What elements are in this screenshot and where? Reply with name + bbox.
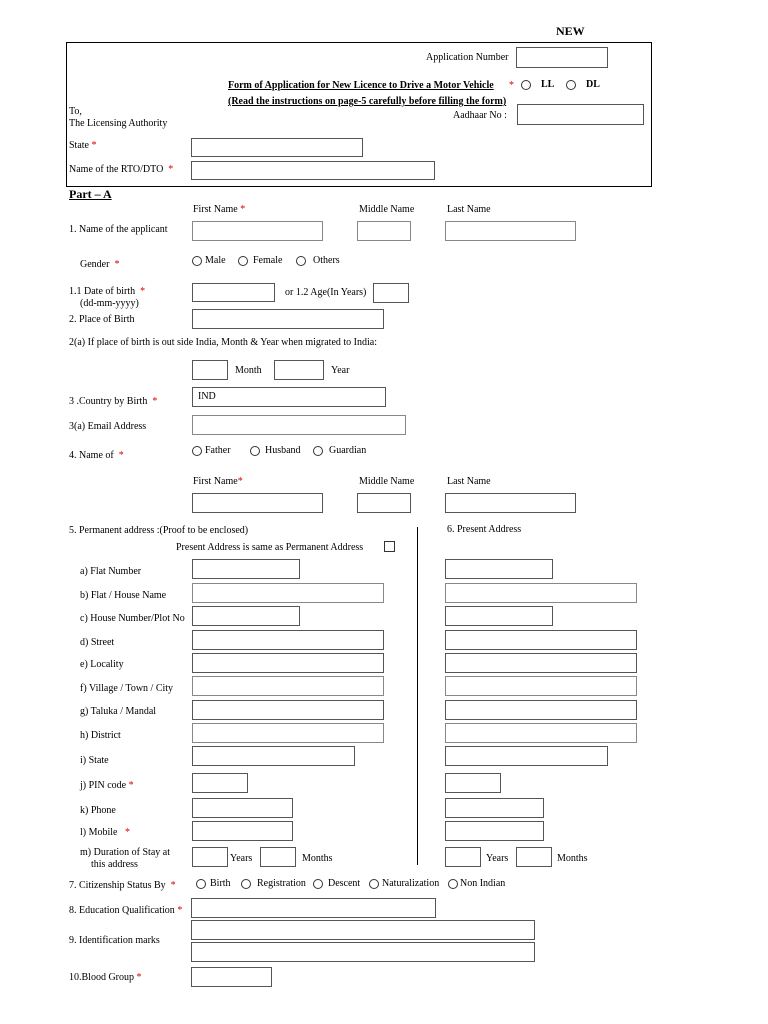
relation-father-label: Father (205, 445, 231, 456)
citizenship-descent-label: Descent (328, 878, 361, 889)
first-name-header (193, 204, 245, 215)
pres-phone-field[interactable] (445, 798, 544, 818)
perm-house-name-field[interactable] (192, 583, 384, 603)
perm-phone-field[interactable] (192, 798, 293, 818)
dob-field[interactable] (192, 283, 275, 302)
state-field[interactable] (191, 138, 363, 157)
address-divider (417, 527, 418, 865)
blood-group-required: * (136, 972, 142, 983)
perm-mobile-field[interactable] (192, 821, 293, 841)
middle-name-header: Middle Name (359, 204, 415, 215)
pres-street-field[interactable] (445, 630, 637, 650)
flat-number-label: a) Flat Number (80, 566, 142, 577)
citizenship-non-indian-radio[interactable] (448, 879, 458, 889)
age-label: or 1.2 Age(In Years) (285, 287, 367, 298)
part-a-title: Part – A (69, 187, 112, 201)
perm-taluka-field[interactable] (192, 700, 384, 720)
month-label: Month (235, 365, 262, 376)
perm-years-label: Years (230, 853, 253, 864)
ll-radio[interactable] (521, 80, 531, 90)
identification-label: 9. Identification marks (69, 935, 160, 946)
dob-label (69, 286, 145, 297)
blood-group-label (69, 972, 142, 983)
instructions-text: (Read the instructions on page-5 carefully before filling the form) (228, 96, 507, 107)
citizenship-naturalization-radio[interactable] (369, 879, 379, 889)
country-birth-required: * (152, 396, 158, 407)
dob-format-label: (dd-mm-yyyy) (80, 298, 139, 309)
same-address-checkbox[interactable] (384, 541, 395, 552)
identification-field-1[interactable] (191, 920, 535, 940)
citizenship-registration-label: Registration (257, 878, 306, 889)
ll-required: * (509, 80, 514, 91)
citizenship-naturalization-label: Naturalization (382, 878, 440, 889)
gender-male-label: Male (205, 255, 226, 266)
perm-district-field[interactable] (192, 723, 384, 743)
application-number-field[interactable] (516, 47, 608, 68)
pres-house-number-field[interactable] (445, 606, 553, 626)
country-birth-label-text: 3 .Country by Birth (69, 396, 148, 407)
licensing-authority-label: The Licensing Authority (69, 118, 168, 129)
gender-required: * (114, 259, 120, 270)
rto-field[interactable] (191, 161, 435, 180)
pres-months-field[interactable] (516, 847, 552, 867)
relation-father-radio[interactable] (192, 446, 202, 456)
village-label: f) Village / Town / City (80, 683, 174, 694)
pres-locality-field[interactable] (445, 653, 637, 673)
same-address-label: Present Address is same as Permanent Address (176, 542, 364, 553)
dob-label-text: 1.1 Date of birth (69, 286, 136, 297)
relation-husband-radio[interactable] (250, 446, 260, 456)
gender-others-radio[interactable] (296, 256, 306, 266)
relation-first-name-header-text: First Name (193, 476, 238, 487)
state-label (69, 140, 97, 151)
gender-others-label: Others (313, 255, 340, 266)
email-label: 3(a) Email Address (69, 421, 147, 432)
education-label (69, 905, 182, 916)
relation-last-name-header: Last Name (447, 476, 491, 487)
citizenship-descent-radio[interactable] (313, 879, 323, 889)
pres-taluka-field[interactable] (445, 700, 637, 720)
citizenship-birth-label: Birth (210, 878, 231, 889)
perm-state-field[interactable] (192, 746, 355, 766)
house-number-label: c) House Number/Plot No (80, 613, 185, 624)
pres-mobile-field[interactable] (445, 821, 544, 841)
gender-male-radio[interactable] (192, 256, 202, 266)
state-required: * (91, 140, 97, 151)
pin-required: * (128, 780, 134, 791)
perm-pin-field[interactable] (192, 773, 248, 793)
application-number-label: Application Number (426, 52, 509, 63)
pres-years-label: Years (486, 853, 509, 864)
house-name-label: b) Flat / House Name (80, 590, 167, 601)
citizenship-label-text: 7. Citizenship Status By (69, 880, 166, 891)
perm-months-field[interactable] (260, 847, 296, 867)
relation-last-name-field[interactable] (445, 493, 576, 513)
district-label: h) District (80, 730, 121, 741)
mobile-label-text: l) Mobile (80, 827, 118, 838)
pres-months-label: Months (557, 853, 588, 864)
citizenship-label (69, 880, 176, 891)
pres-years-field[interactable] (445, 847, 481, 867)
education-required: * (177, 905, 183, 916)
perm-months-label: Months (302, 853, 333, 864)
relation-guardian-radio[interactable] (313, 446, 323, 456)
name-of-label (69, 450, 124, 461)
perm-street-field[interactable] (192, 630, 384, 650)
name-of-required: * (118, 450, 124, 461)
gender-label (80, 259, 119, 270)
citizenship-non-indian-label: Non Indian (460, 878, 506, 889)
migration-year-field[interactable] (274, 360, 324, 380)
street-label: d) Street (80, 637, 115, 648)
pres-house-name-field[interactable] (445, 583, 637, 603)
aadhaar-label: Aadhaar No : (453, 110, 507, 121)
ll-label: LL (541, 79, 555, 90)
rto-label (69, 164, 173, 175)
identification-field-2[interactable] (191, 942, 535, 962)
blood-group-field[interactable] (191, 967, 272, 987)
permanent-address-label: 5. Permanent address :(Proof to be enclosed) (69, 525, 249, 536)
pin-label (80, 780, 134, 791)
pres-flat-number-field[interactable] (445, 559, 553, 579)
new-label: NEW (556, 24, 585, 38)
state-address-label: i) State (80, 755, 109, 766)
place-birth-field[interactable] (192, 309, 384, 329)
perm-house-number-field[interactable] (192, 606, 300, 626)
dl-label: DL (586, 79, 600, 90)
present-address-label: 6. Present Address (447, 524, 522, 535)
relation-first-name-required: * (237, 476, 243, 487)
citizenship-registration-radio[interactable] (241, 879, 251, 889)
pres-district-field[interactable] (445, 723, 637, 743)
applicant-first-name-field[interactable] (192, 221, 323, 241)
country-birth-field[interactable] (192, 387, 386, 407)
applicant-middle-name-field[interactable] (357, 221, 411, 241)
to-label: To, (69, 106, 82, 117)
education-field[interactable] (191, 898, 436, 918)
perm-locality-field[interactable] (192, 653, 384, 673)
phone-label: k) Phone (80, 805, 116, 816)
gender-label-text: Gender (80, 259, 110, 270)
taluka-label: g) Taluka / Mandal (80, 706, 157, 717)
rto-required: * (168, 164, 174, 175)
locality-label: e) Locality (80, 659, 124, 670)
first-name-required: * (240, 204, 246, 215)
outside-india-label: 2(a) If place of birth is out side India, Month & Year when migrated to India: (69, 337, 377, 348)
mobile-label (80, 827, 130, 838)
pres-pin-field[interactable] (445, 773, 501, 793)
relation-middle-name-field[interactable] (357, 493, 411, 513)
age-field[interactable] (373, 283, 409, 303)
year-label: Year (331, 365, 350, 376)
blood-group-label-text: 10.Blood Group (69, 972, 134, 983)
aadhaar-field[interactable] (517, 104, 644, 125)
name-of-label-text: 4. Name of (69, 450, 114, 461)
perm-years-field[interactable] (192, 847, 228, 867)
migration-month-field[interactable] (192, 360, 228, 380)
gender-female-radio[interactable] (238, 256, 248, 266)
pin-label-text: j) PIN code (80, 780, 127, 791)
state-label-text: State (69, 140, 89, 151)
country-birth-label (69, 396, 157, 407)
pres-state-field[interactable] (445, 746, 608, 766)
dob-required: * (140, 286, 146, 297)
place-birth-label: 2. Place of Birth (69, 314, 135, 325)
last-name-header: Last Name (447, 204, 491, 215)
applicant-last-name-field[interactable] (445, 221, 576, 241)
rto-label-text: Name of the RTO/DTO (69, 164, 164, 175)
perm-village-field[interactable] (192, 676, 384, 696)
gender-female-label: Female (253, 255, 283, 266)
duration-label: m) Duration of Stay at (80, 847, 170, 858)
form-title: Form of Application for New Licence to Drive a Motor Vehicle (228, 80, 494, 91)
education-label-text: 8. Education Qualification (69, 905, 175, 916)
citizenship-birth-radio[interactable] (196, 879, 206, 889)
dl-radio[interactable] (566, 80, 576, 90)
perm-flat-number-field[interactable] (192, 559, 300, 579)
relation-first-name-header (193, 476, 243, 487)
pres-village-field[interactable] (445, 676, 637, 696)
relation-guardian-label: Guardian (329, 445, 367, 456)
mobile-required: * (125, 827, 130, 838)
email-field[interactable] (192, 415, 406, 435)
duration-label-line2: this address (91, 859, 138, 870)
country-birth-value: IND (198, 391, 216, 402)
relation-husband-label: Husband (265, 445, 301, 456)
relation-middle-name-header: Middle Name (359, 476, 415, 487)
relation-first-name-field[interactable] (192, 493, 323, 513)
citizenship-required: * (170, 880, 176, 891)
name-applicant-label: 1. Name of the applicant (69, 224, 168, 235)
first-name-header-text: First Name (193, 204, 238, 215)
